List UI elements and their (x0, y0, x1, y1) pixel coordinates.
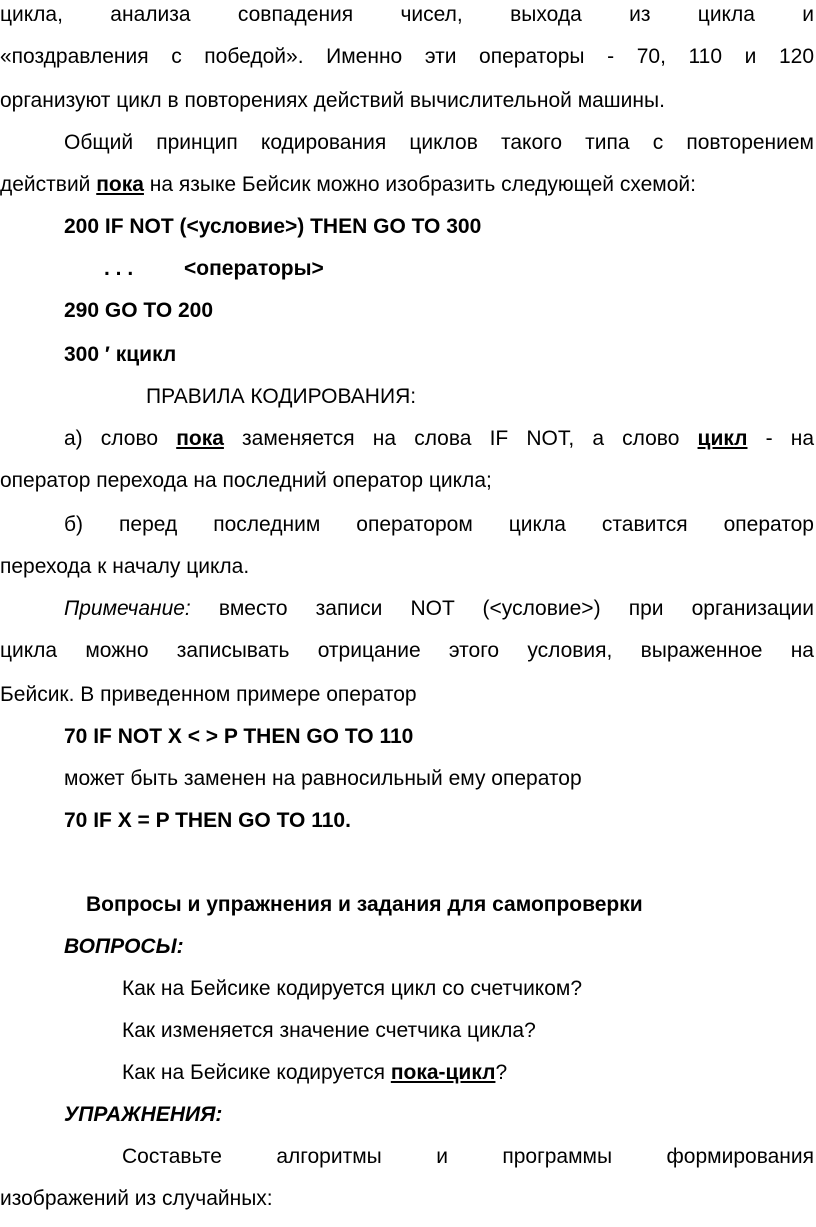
paragraph-2-line-1: Общий принцип кодирования циклов такого типа с повторением (64, 131, 814, 154)
rules-title: ПРАВИЛА КОДИРОВАНИЯ: (146, 385, 417, 408)
text-fragment: на языке Бейсик можно изобразить следующей схемой: (143, 173, 696, 196)
question-2: Как изменяется значение счетчика цикла? (122, 1019, 536, 1042)
note-line-4: может быть заменен на равносильный ему оператор (64, 767, 582, 790)
code-example-1: 70 IF NOT X < > P THEN GO TO 110 (64, 725, 414, 748)
code-example-2: 70 IF X = P THEN GO TO 110. (64, 809, 351, 832)
rule-a-line-2: оператор перехода на последний оператор цикла; (0, 469, 492, 492)
note-label: Примечание: (64, 597, 191, 620)
text-fragment: - на (747, 427, 815, 450)
keyword-poka-tsikl: пока-цикл (390, 1061, 496, 1084)
paragraph-1-line-2: «поздравления с победой». Именно эти операторы - 70, 110 и 120 (0, 45, 814, 68)
text-fragment: вместо записи NOT (<условие>) при организации (190, 597, 814, 620)
paragraph-2-line-2 (0, 174, 814, 195)
exercise-line-2: изображений из случайных: (0, 1187, 273, 1210)
keyword-tsikl: цикл (697, 427, 748, 450)
section-heading: Вопросы и упражнения и задания для самопроверки (86, 893, 643, 916)
text-fragment: Как на Бейсике кодируется (122, 1061, 391, 1084)
question-3 (122, 1062, 814, 1083)
questions-label: ВОПРОСЫ: (64, 935, 184, 958)
note-line-3: Бейсик. В приведенном примере оператор (0, 683, 417, 706)
scheme-line-4: 300 ′ кцикл (64, 343, 177, 366)
note-line-1 (64, 598, 814, 619)
keyword-poka: пока (176, 427, 224, 450)
paragraph-1-line-1: цикла, анализа совпадения чисел, выхода из цикла и (0, 3, 814, 26)
text-fragment: действий (0, 173, 97, 196)
note-line-2: цикла можно записывать отрицание этого условия, выраженное на (0, 639, 814, 662)
ellipsis: . . . (104, 257, 134, 280)
text-fragment: ? (495, 1061, 508, 1084)
exercise-line-1: Составьте алгоритмы и программы формирования (122, 1145, 814, 1168)
text-fragment: заменяется на слова IF NOT, а слово (223, 427, 698, 450)
question-1: Как на Бейсике кодируется цикл со счетчиком? (122, 977, 583, 1000)
text-fragment: а) слово (64, 427, 177, 450)
scheme-line-3: 290 GO TO 200 (64, 299, 214, 322)
operators-placeholder: <операторы> (184, 257, 324, 280)
scheme-line-2 (104, 258, 816, 279)
scheme-line-1: 200 IF NOT (<условие>) THEN GO TO 300 (64, 215, 482, 238)
paragraph-1-line-3: организуют цикл в повторениях действий вычислительной машины. (0, 89, 665, 112)
rule-a-line-1 (64, 428, 814, 449)
rule-b-line-2: перехода к началу цикла. (0, 555, 250, 578)
keyword-poka: пока (96, 173, 144, 196)
rule-b-line-1: б) перед последним оператором цикла ставится оператор (64, 513, 814, 536)
exercises-label: УПРАЖНЕНИЯ: (64, 1103, 223, 1126)
